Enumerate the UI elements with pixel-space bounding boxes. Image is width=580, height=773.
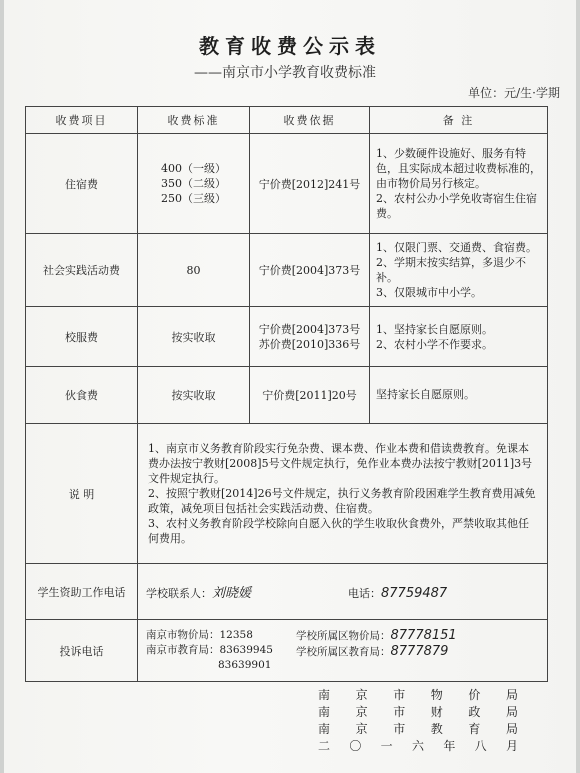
row-standard: 按实收取 [138, 367, 250, 424]
footer-char: 育 [468, 722, 481, 736]
issuer-price-bureau [318, 686, 518, 703]
row-standard: 400（一级） 350（二级） 250（三级） [138, 134, 250, 234]
page-title: 教育收费公示表 [199, 34, 381, 58]
footer-char: 政 [468, 705, 481, 719]
row-basis: 宁价费[2012]241号 [250, 134, 370, 234]
page-subtitle: ——南京市小学教育收费标准 [194, 65, 376, 81]
issue-date [318, 737, 518, 754]
footer-char: 价 [468, 688, 481, 702]
row-item: 社会实践活动费 [26, 234, 138, 307]
row-remark: 坚持家长自愿原则。 [370, 367, 548, 424]
complaint-label: 投诉电话 [26, 620, 138, 682]
table-row-practice [26, 234, 548, 307]
footer-char: 二 [318, 739, 331, 753]
footer-char: 局 [505, 722, 518, 736]
phone-handwritten: 87759487 [381, 586, 448, 601]
header-standard: 收费标准 [138, 107, 250, 134]
footer-char: 京 [355, 688, 368, 702]
row-basis: 宁价费[2011]20号 [250, 367, 370, 424]
fee-table [25, 106, 548, 682]
footer-char: 局 [505, 688, 518, 702]
row-item: 住宿费 [26, 134, 138, 234]
footer-char: 财 [430, 705, 443, 719]
footer-char: 年 [443, 739, 456, 753]
row-standard: 80 [138, 234, 250, 307]
complaint-phones: 南京市物价局：12358 南京市教育局：83639945 83639901 学校所属区物价局：87778151 学校所属区教育局：8777879 [138, 620, 548, 682]
table-row-uniform [26, 307, 548, 367]
contact-name-handwritten: 刘晓媛 [212, 586, 252, 601]
district-edu-phone-handwritten: 8777879 [390, 644, 449, 659]
row-item: 校服费 [26, 307, 138, 367]
unit-note: 单位：元/生·学期 [468, 86, 560, 100]
footer-char: 月 [505, 739, 518, 753]
issuer-finance-bureau [318, 703, 518, 720]
footer-char: 八 [474, 739, 487, 753]
row-standard: 按实收取 [138, 307, 250, 367]
footer-char: 六 [411, 739, 424, 753]
footer-char: 南 [318, 688, 331, 702]
table-header-row [26, 107, 548, 134]
footer-char: 京 [355, 722, 368, 736]
footer-char: 局 [505, 705, 518, 719]
footer-char: 市 [393, 722, 406, 736]
table-row-explanation [26, 424, 548, 564]
footer-char: 南 [318, 722, 331, 736]
table-row-complaint [26, 620, 548, 682]
row-item: 伙食费 [26, 367, 138, 424]
issuer-education-bureau [318, 720, 518, 737]
header-remark: 备 注 [370, 107, 548, 134]
district-price-phone-handwritten: 87778151 [390, 628, 457, 643]
aid-phone-label: 学生资助工作电话 [26, 564, 138, 620]
aid-phone-contact: 学校联系人：刘晓媛 电话：87759487 [138, 564, 548, 620]
footer-char: 市 [393, 705, 406, 719]
footer-char: 市 [393, 688, 406, 702]
row-remark: 1、少数硬件设施好、服务有特色，且实际成本超过收费标准的，由市物价局另行核定。 2、农村公办小学免收寄宿生住宿费。 [370, 134, 548, 234]
row-basis: 宁价费[2004]373号 苏价费[2010]336号 [250, 307, 370, 367]
table-row-lodging [26, 134, 548, 234]
header-basis: 收费依据 [250, 107, 370, 134]
row-remark: 1、坚持家长自愿原则。 2、农村小学不作要求。 [370, 307, 548, 367]
footer-char: 南 [318, 705, 331, 719]
footer-char: 教 [430, 722, 443, 736]
explanation-text: 1、南京市义务教育阶段实行免杂费、课本费、作业本费和借读费教育。免课本费办法按宁教财[2008]5号文件规定执行，免作业本费办法按宁教财[2011]3号文件规定执行。 2、按照宁教财[2014]26号文件规定，执行义务教育阶段困难学生教育费用减免政策，减免项目包括社会实践活动费、住宿费。 3、农村义务教育阶段学校除向自愿入伙的学生收取伙食费外，严禁收取其他任何费用。 [138, 424, 548, 564]
row-basis: 宁价费[2004]373号 [250, 234, 370, 307]
footer-char: 一 [380, 739, 393, 753]
table-row-meals [26, 367, 548, 424]
footer-char: 京 [355, 705, 368, 719]
header-item: 收费项目 [26, 107, 138, 134]
explanation-label: 说 明 [26, 424, 138, 564]
table-row-aid-phone [26, 564, 548, 620]
row-remark: 1、仅限门票、交通费、食宿费。 2、学期末按实结算，多退少不补。 3、仅限城市中小学。 [370, 234, 548, 307]
footer-char: 物 [430, 688, 443, 702]
footer-char: 〇 [349, 739, 362, 753]
